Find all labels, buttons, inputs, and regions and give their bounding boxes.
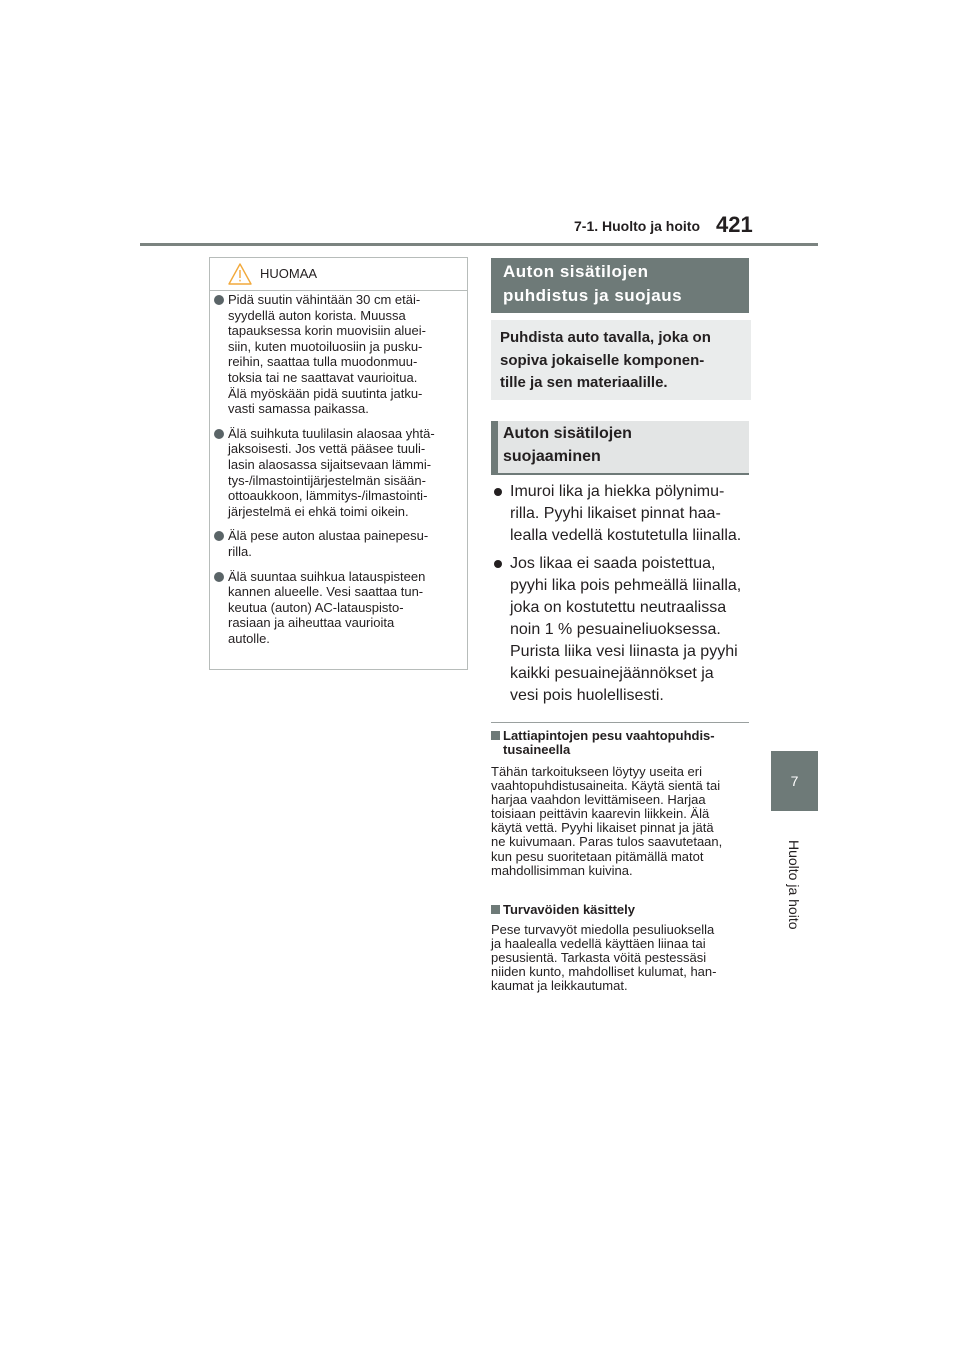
bullet-dot-icon: [494, 560, 502, 568]
section-title-header: 7-1. Huolto ja hoito: [574, 218, 700, 234]
bullet-line: lealla vedellä kostutetulla liinalla.: [510, 527, 742, 544]
chapter-tab-label: Huolto ja hoito: [786, 840, 802, 930]
page-number: 421: [716, 212, 753, 237]
body-line: mahdollisimman kuivina.: [491, 862, 633, 878]
floor-body: [491, 765, 753, 878]
section-heading: [491, 258, 749, 313]
bullet-line: pyyhi lika pois pehmeällä liinalla,: [510, 577, 742, 594]
notice-item-line: toksia tai ne saattavat vaurioitua.: [228, 369, 418, 385]
notice-item-line: syydellä auton korista. Muussa: [228, 307, 406, 323]
subsection-heading-text: [503, 422, 632, 468]
body-line: kaumat ja leikkautumat.: [491, 978, 628, 994]
notice-item-line: autolle.: [228, 630, 270, 646]
notice-header: [210, 258, 467, 290]
intro-line: sopiva jokaiselle komponen-: [500, 351, 705, 369]
body-line: Tähän tarkoitukseen löytyy useita eri: [491, 764, 702, 779]
square-bullet-icon: [491, 731, 500, 740]
subsection-heading-line: suojaaminen: [503, 448, 601, 465]
notice-box: [209, 257, 468, 670]
notice-item-line: lasin alaosassa sijaitsevaan lämmi-: [228, 456, 432, 472]
body-line: vaahtopuhdistusaineita. Käytä sientä tai: [491, 778, 721, 794]
notice-item-line: rasiaan ja aiheuttaa vaurioita: [228, 615, 395, 631]
subsection-heading: [491, 421, 749, 475]
square-bullet-icon: [491, 905, 500, 914]
notice-item-line: tapauksessa korin muovisiin aluei-: [228, 323, 426, 339]
notice-item-line: keutua (auton) AC-latauspisto-: [228, 599, 404, 615]
notice-item-line: järjestelmä ei ehkä toimi oikein.: [228, 503, 409, 519]
notice-item-line: kannen alueelle. Vesi saattaa tun-: [228, 584, 424, 600]
notice-item: [214, 426, 462, 520]
notice-item-line: vasti samassa paikassa.: [228, 401, 369, 417]
body-line: niiden kunto, mahdolliset kulumat, han-: [491, 964, 717, 980]
notice-divider: [210, 290, 467, 291]
bullet-line: vesi pois huolellisesti.: [510, 687, 664, 704]
notice-item-line: siin, kuten muotoiluosiin ja pusku-: [228, 338, 423, 354]
header-divider: [140, 243, 818, 246]
bullet-dot-icon: [214, 572, 224, 582]
body-line: ne kuivumaan. Paras tulos saavutetaan,: [491, 834, 723, 850]
bullet-item: [492, 481, 754, 547]
notice-item: [214, 292, 462, 417]
notice-item-line: reihin, saattaa tulla muodonmuu-: [228, 354, 418, 370]
intro-line: tille ja sen materiaalille.: [500, 374, 668, 391]
bullet-item: [492, 553, 754, 707]
subsection-heading-line: Auton sisätilojen: [503, 425, 632, 442]
section-heading-line: puhdistus ja suojaus: [503, 286, 683, 305]
notice-item: [214, 528, 462, 559]
seatbelt-heading: [491, 903, 635, 917]
body-line: pesusientä. Tarkasta vöitä pestessäsi: [491, 950, 707, 966]
chapter-tab-title: [770, 820, 818, 950]
notice-item-line: Pidä suutin vähintään 30 cm etäi-: [228, 292, 421, 307]
bullet-line: joka on kostutettu neutraalissa: [510, 599, 727, 616]
bullet-line: noin 1 % pesuaineliuoksessa.: [510, 621, 721, 638]
body-line: kun pesu suoritetaan pitämällä matot: [491, 848, 704, 864]
notice-item-line: tys-/ilmastointijärjestelmän sisään-: [228, 472, 426, 488]
notice-item-line: Älä suuntaa suihkua latauspisteen: [228, 568, 426, 584]
bullet-dot-icon: [214, 531, 224, 541]
warning-triangle-icon: [227, 262, 253, 286]
notice-item-line: Älä pese auton alustaa painepesu-: [228, 528, 429, 544]
notice-title: HUOMAA: [260, 266, 318, 281]
floor-heading-line: tusaineella: [503, 742, 571, 757]
notice-item-line: ottoaukkoon, lämmitys-/ilmastointi-: [228, 488, 428, 504]
body-line: Pese turvavyöt miedolla pesuliuoksella: [491, 922, 715, 937]
subsection-accent-bar: [491, 421, 498, 473]
floor-heading: [491, 729, 715, 757]
divider: [491, 722, 749, 723]
bullet-dot-icon: [214, 429, 224, 439]
bullet-line: Jos likaa ei saada poistettua,: [510, 555, 716, 572]
floor-heading-line: Lattiapintojen pesu vaahtopuhdis-: [503, 728, 715, 743]
section-heading-line: Auton sisätilojen: [503, 262, 649, 281]
notice-item-line: Älä suihkuta tuulilasin alaosaa yhtä-: [228, 425, 435, 441]
notice-item-line: rilla.: [228, 543, 252, 559]
body-line: toisiaan peittävin kaarevin liikkein. Älä: [491, 806, 710, 822]
body-line: harjaa vaahdon levittämiseen. Harjaa: [491, 792, 706, 808]
bullet-line: rilla. Pyyhi likaiset pinnat haa-: [510, 505, 721, 522]
bullet-line: kaikki pesuainejäännökset ja: [510, 665, 714, 682]
chapter-tab-number: 7: [771, 751, 818, 811]
intro-box: [491, 320, 751, 400]
notice-item: [214, 569, 462, 647]
seatbelt-heading-line: Turvavöiden käsittely: [503, 902, 635, 917]
bullet-dot-icon: [494, 488, 502, 496]
bullet-line: Purista liika vesi liinasta ja pyyhi: [510, 643, 738, 660]
notice-list: [214, 292, 462, 646]
bullet-list: [492, 481, 754, 713]
body-line: käytä vettä. Pyyhi likaiset pinnat ja jätä: [491, 820, 714, 836]
seatbelt-body: [491, 923, 753, 993]
body-line: ja haalealla vedellä käyttäen liinaa tai: [491, 936, 706, 952]
notice-item-line: jaksoisesti. Jos vettä pääsee tuuli-: [228, 441, 426, 457]
notice-item-line: Älä myöskään pidä suutinta jatku-: [228, 385, 423, 401]
intro-line: Puhdista auto tavalla, joka on: [500, 329, 711, 346]
bullet-dot-icon: [214, 295, 224, 305]
bullet-line: Imuroi lika ja hiekka pölynimu-: [510, 483, 725, 500]
